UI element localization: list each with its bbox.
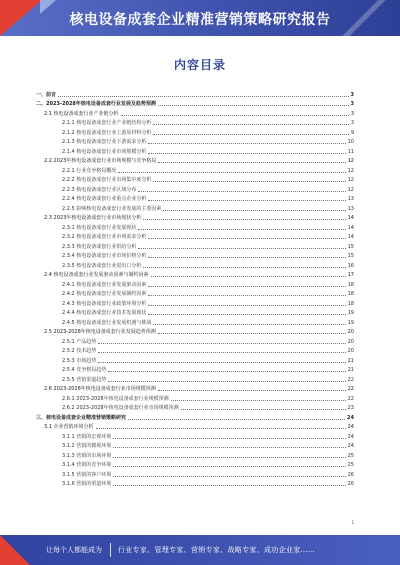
toc-entry-label: 2.1.2 核电设备成套行业上游原材料分析 bbox=[62, 129, 152, 136]
toc-leader-dots bbox=[163, 210, 345, 211]
toc-entry-page: 16 bbox=[347, 262, 354, 269]
toc-entry-label: 2.5 2023-2028年核电设备成套行业发展趋势预测 bbox=[44, 329, 156, 335]
toc-entry[interactable] bbox=[28, 145, 354, 155]
toc-entry-label: 2.5.1 产品趋势 bbox=[62, 338, 97, 345]
toc-leader-dots bbox=[171, 400, 346, 401]
toc-entry-label: 2.4.4 核电设备成套行业技术发展现状 bbox=[62, 310, 147, 316]
toc-entry-page: 19 bbox=[347, 310, 354, 316]
toc-leader-dots bbox=[108, 381, 345, 382]
toc-entry[interactable] bbox=[28, 269, 354, 279]
toc-leader-dots bbox=[128, 419, 345, 420]
toc-entry[interactable] bbox=[28, 193, 354, 203]
toc-leader-dots bbox=[181, 409, 346, 410]
toc-entry[interactable] bbox=[28, 364, 354, 374]
toc-entry-label: 2.3.2 核电设备成套行业市场需求分析 bbox=[62, 234, 147, 240]
footer-red-accent bbox=[0, 535, 30, 565]
toc-entry[interactable] bbox=[28, 430, 354, 440]
report-title: 核电设备成套企业精准营销策略研究报告 bbox=[69, 12, 331, 28]
toc-entry-label: 2.2.1 行业竞争格局概况 bbox=[62, 167, 117, 174]
toc-entry[interactable] bbox=[28, 174, 354, 184]
toc-entry-label: 2.5.3 市场趋势 bbox=[62, 357, 97, 364]
footer-divider bbox=[110, 543, 111, 557]
toc-entry-page: 26 bbox=[347, 471, 354, 478]
toc-entry-page: 15 bbox=[347, 243, 354, 250]
toc-entry[interactable] bbox=[28, 164, 354, 174]
toc-entry[interactable] bbox=[28, 183, 354, 193]
toc-entry-page: 18 bbox=[347, 281, 354, 288]
toc-entry-label: 2.4.3 核电设备成套行业政策环境分析 bbox=[62, 300, 147, 307]
toc-entry-page: 22 bbox=[347, 386, 354, 392]
table-of-contents bbox=[28, 88, 354, 487]
toc-leader-dots bbox=[148, 143, 345, 144]
toc-entry[interactable] bbox=[28, 440, 354, 450]
toc-entry-page: 3 bbox=[350, 91, 354, 98]
toc-entry-label: 2.4.5 核电设备成套行业发展机遇与挑战 bbox=[62, 319, 152, 326]
toc-leader-dots bbox=[58, 96, 349, 97]
toc-leader-dots bbox=[148, 305, 345, 306]
toc-entry-label: 2.2 2023年核电设备成套行业市场规模与竞争格局 bbox=[44, 158, 157, 164]
toc-leader-dots bbox=[113, 438, 345, 439]
toc-entry-page: 22 bbox=[347, 395, 354, 402]
toc-entry[interactable] bbox=[28, 392, 354, 402]
toc-leader-dots bbox=[153, 124, 348, 125]
toc-entry[interactable] bbox=[28, 354, 354, 364]
toc-entry-label: 2.6 2023-2028年核电设备成套行业市场规模预测 bbox=[44, 386, 156, 392]
toc-entry[interactable] bbox=[28, 117, 354, 127]
toc-entry-label: 3.1.5 营销的客户环境 bbox=[62, 471, 112, 478]
toc-entry-label: 2.1 核电设备成套行业产业链分析 bbox=[44, 110, 119, 117]
toc-entry[interactable] bbox=[28, 221, 354, 231]
toc-entry-label: 3.1.1 营销的宏观环境 bbox=[62, 433, 112, 440]
toc-heading: 内容目录 bbox=[173, 58, 226, 72]
toc-entry[interactable] bbox=[28, 478, 354, 488]
toc-leader-dots bbox=[148, 314, 345, 315]
toc-entry[interactable] bbox=[28, 88, 354, 98]
toc-entry-label: 2.2.4 核电设备成套行业重点企业分析 bbox=[62, 196, 147, 202]
toc-leader-dots bbox=[143, 267, 345, 268]
toc-leader-dots bbox=[158, 105, 349, 106]
toc-entry-page: 3 bbox=[350, 120, 354, 126]
toc-leader-dots bbox=[113, 457, 345, 458]
toc-entry-label: 2.5.2 技术趋势 bbox=[62, 348, 97, 354]
toc-entry-label: 2.4.2 核电设备成套行业发展制约因素 bbox=[62, 291, 147, 297]
toc-entry-label: 2.3.5 核电设备成套行业进出口分析 bbox=[62, 262, 142, 269]
toc-entry[interactable] bbox=[28, 98, 354, 108]
toc-leader-dots bbox=[118, 172, 345, 173]
toc-entry[interactable] bbox=[28, 250, 354, 260]
toc-entry[interactable] bbox=[28, 335, 354, 345]
toc-leader-dots bbox=[153, 324, 345, 325]
toc-entry-page: 22 bbox=[347, 376, 354, 383]
toc-entry-page: 21 bbox=[347, 357, 354, 364]
toc-leader-dots bbox=[143, 219, 345, 220]
toc-entry[interactable] bbox=[28, 278, 354, 288]
toc-leader-dots bbox=[158, 390, 346, 391]
toc-entry-label: 2.6.1 2023-2028年核电设备成套行业规模预测 bbox=[62, 395, 169, 402]
toc-entry-page: 12 bbox=[347, 167, 354, 174]
toc-leader-dots bbox=[113, 466, 345, 467]
toc-entry-page: 12 bbox=[347, 186, 354, 193]
toc-leader-dots bbox=[148, 200, 345, 201]
toc-leader-dots bbox=[113, 476, 345, 477]
toc-leader-dots bbox=[151, 276, 346, 277]
toc-entry[interactable] bbox=[28, 136, 354, 146]
toc-entry[interactable] bbox=[28, 402, 354, 412]
toc-entry-page: 15 bbox=[347, 253, 354, 259]
toc-entry[interactable] bbox=[28, 459, 354, 469]
toc-leader-dots bbox=[158, 162, 345, 163]
toc-entry-page: 19 bbox=[347, 319, 354, 326]
toc-entry-page: 12 bbox=[347, 158, 354, 164]
toc-entry[interactable] bbox=[28, 259, 354, 269]
toc-leader-dots bbox=[96, 428, 346, 429]
toc-entry-label: 2.2.5 影响核电设备成套行业发展的主要因素 bbox=[62, 205, 162, 212]
toc-entry-page: 20 bbox=[347, 338, 354, 345]
toc-entry-page: 23 bbox=[347, 405, 354, 411]
toc-entry-label: 2.4 核电设备成套行业发展驱动因素与制约因素 bbox=[44, 272, 149, 278]
toc-entry[interactable] bbox=[28, 421, 354, 431]
toc-leader-dots bbox=[138, 191, 345, 192]
toc-entry-label: 2.1.1 核电设备成套行业产业链结构分析 bbox=[62, 120, 152, 126]
toc-entry-page: 18 bbox=[347, 300, 354, 307]
toc-entry-page: 24 bbox=[347, 414, 354, 421]
toc-leader-dots bbox=[148, 286, 345, 287]
toc-leader-dots bbox=[98, 352, 345, 353]
toc-entry-label: 2.3 2023年核电设备成套行业市场现状分析 bbox=[44, 215, 142, 221]
toc-entry-page: 17 bbox=[347, 272, 354, 278]
toc-leader-dots bbox=[148, 153, 345, 154]
toc-entry[interactable] bbox=[28, 212, 354, 222]
toc-entry-label: 2.1.4 核电设备成套行业市场规模分析 bbox=[62, 148, 147, 155]
toc-entry-page: 18 bbox=[347, 291, 354, 297]
toc-entry-label: 三、核电设备成套企业精准营销策略研究 bbox=[36, 414, 127, 421]
toc-entry[interactable] bbox=[28, 107, 354, 117]
toc-leader-dots bbox=[153, 181, 345, 182]
toc-entry-page: 12 bbox=[347, 177, 354, 183]
toc-entry-label: 2.2.3 核电设备成套行业区域分布 bbox=[62, 186, 137, 193]
toc-entry[interactable] bbox=[28, 307, 354, 317]
toc-entry-page: 24 bbox=[347, 433, 354, 440]
toc-entry[interactable] bbox=[28, 240, 354, 250]
toc-leader-dots bbox=[121, 115, 349, 116]
toc-entry-label: 2.5.5 营销渠道趋势 bbox=[62, 376, 107, 383]
toc-leader-dots bbox=[98, 362, 345, 363]
toc-entry-page: 20 bbox=[347, 348, 354, 354]
toc-leader-dots bbox=[158, 333, 346, 334]
toc-entry-label: 2.3.1 核电设备成套行业发展现状 bbox=[62, 224, 137, 231]
toc-entry-page: 25 bbox=[347, 452, 354, 459]
toc-entry-label: 2.4.1 核电设备成套行业发展驱动因素 bbox=[62, 281, 147, 288]
toc-entry-label: 2.5.4 竞争格局趋势 bbox=[62, 367, 107, 373]
toc-entry[interactable] bbox=[28, 297, 354, 307]
toc-entry[interactable] bbox=[28, 468, 354, 478]
page-number: 1 bbox=[351, 520, 354, 525]
toc-entry[interactable] bbox=[28, 155, 354, 165]
toc-entry[interactable] bbox=[28, 373, 354, 383]
toc-entry-label: 3.1.2 营销的微观环境 bbox=[62, 443, 112, 449]
toc-entry-page: 11 bbox=[347, 148, 354, 155]
toc-entry-label: 2.1.3 核电设备成套行业下游需求分析 bbox=[62, 139, 147, 145]
toc-leader-dots bbox=[108, 371, 345, 372]
toc-entry-page: 10 bbox=[347, 139, 354, 145]
toc-entry[interactable] bbox=[28, 383, 354, 393]
toc-entry-label: 2.3.3 核电设备成套行业供给分析 bbox=[62, 243, 137, 250]
toc-entry[interactable] bbox=[28, 126, 354, 136]
toc-entry-label: 3.1.3 营销的市场环境 bbox=[62, 452, 112, 459]
toc-entry-label: 2.3.4 核电设备成套行业市场价格分析 bbox=[62, 253, 147, 259]
toc-entry[interactable] bbox=[28, 231, 354, 241]
header-banner bbox=[0, 0, 400, 36]
toc-leader-dots bbox=[113, 485, 345, 486]
toc-leader-dots bbox=[138, 229, 345, 230]
toc-entry-page: 25 bbox=[347, 462, 354, 468]
toc-leader-dots bbox=[148, 238, 345, 239]
toc-entry-label: 二、2023-2028年核电设备成套行业发展及趋势预测 bbox=[36, 101, 156, 107]
toc-entry-page: 14 bbox=[347, 215, 354, 221]
toc-entry-page: 24 bbox=[347, 443, 354, 449]
toc-leader-dots bbox=[148, 295, 345, 296]
toc-entry-page: 9 bbox=[350, 129, 354, 136]
toc-entry-page: 21 bbox=[347, 367, 354, 373]
toc-entry-label: 2.2.2 核电设备成套行业市场集中度分析 bbox=[62, 177, 152, 183]
footer-slogan-left: 让每个人都能成为 bbox=[46, 546, 102, 554]
toc-entry-page: 13 bbox=[347, 205, 354, 212]
toc-entry-page: 13 bbox=[347, 196, 354, 202]
toc-entry[interactable] bbox=[28, 326, 354, 336]
toc-entry-page: 14 bbox=[347, 234, 354, 240]
toc-leader-dots bbox=[138, 248, 345, 249]
toc-entry[interactable] bbox=[28, 449, 354, 459]
toc-entry-label: 3.1.4 营销的竞争环境 bbox=[62, 462, 112, 468]
toc-leader-dots bbox=[113, 447, 345, 448]
footer-banner bbox=[0, 535, 400, 565]
toc-entry-page: 14 bbox=[347, 224, 354, 231]
toc-entry[interactable] bbox=[28, 202, 354, 212]
toc-leader-dots bbox=[153, 134, 348, 135]
toc-entry[interactable] bbox=[28, 316, 354, 326]
toc-entry-page: 26 bbox=[347, 481, 354, 487]
toc-entry-label: 2.6.2 2023-2028年核电设备成套行业市场规模预测 bbox=[62, 405, 179, 411]
toc-leader-dots bbox=[148, 257, 345, 258]
footer-slogan-right: 行业专家、管理专家、营销专家、战略专家、成功企业家…… bbox=[118, 546, 316, 554]
toc-entry-label: 一、前言 bbox=[36, 91, 57, 98]
toc-entry-page: 24 bbox=[347, 424, 354, 430]
toc-entry-page: 3 bbox=[350, 110, 354, 117]
toc-entry[interactable] bbox=[28, 411, 354, 421]
toc-entry[interactable] bbox=[28, 345, 354, 355]
toc-entry-page: 20 bbox=[347, 329, 354, 335]
toc-entry-label: 3.1.6 营销的渠道环境 bbox=[62, 481, 112, 487]
toc-entry-label: 3.1 企业营销环境分析 bbox=[44, 424, 94, 430]
toc-leader-dots bbox=[98, 343, 345, 344]
toc-entry[interactable] bbox=[28, 288, 354, 298]
toc-entry-page: 3 bbox=[350, 101, 354, 107]
